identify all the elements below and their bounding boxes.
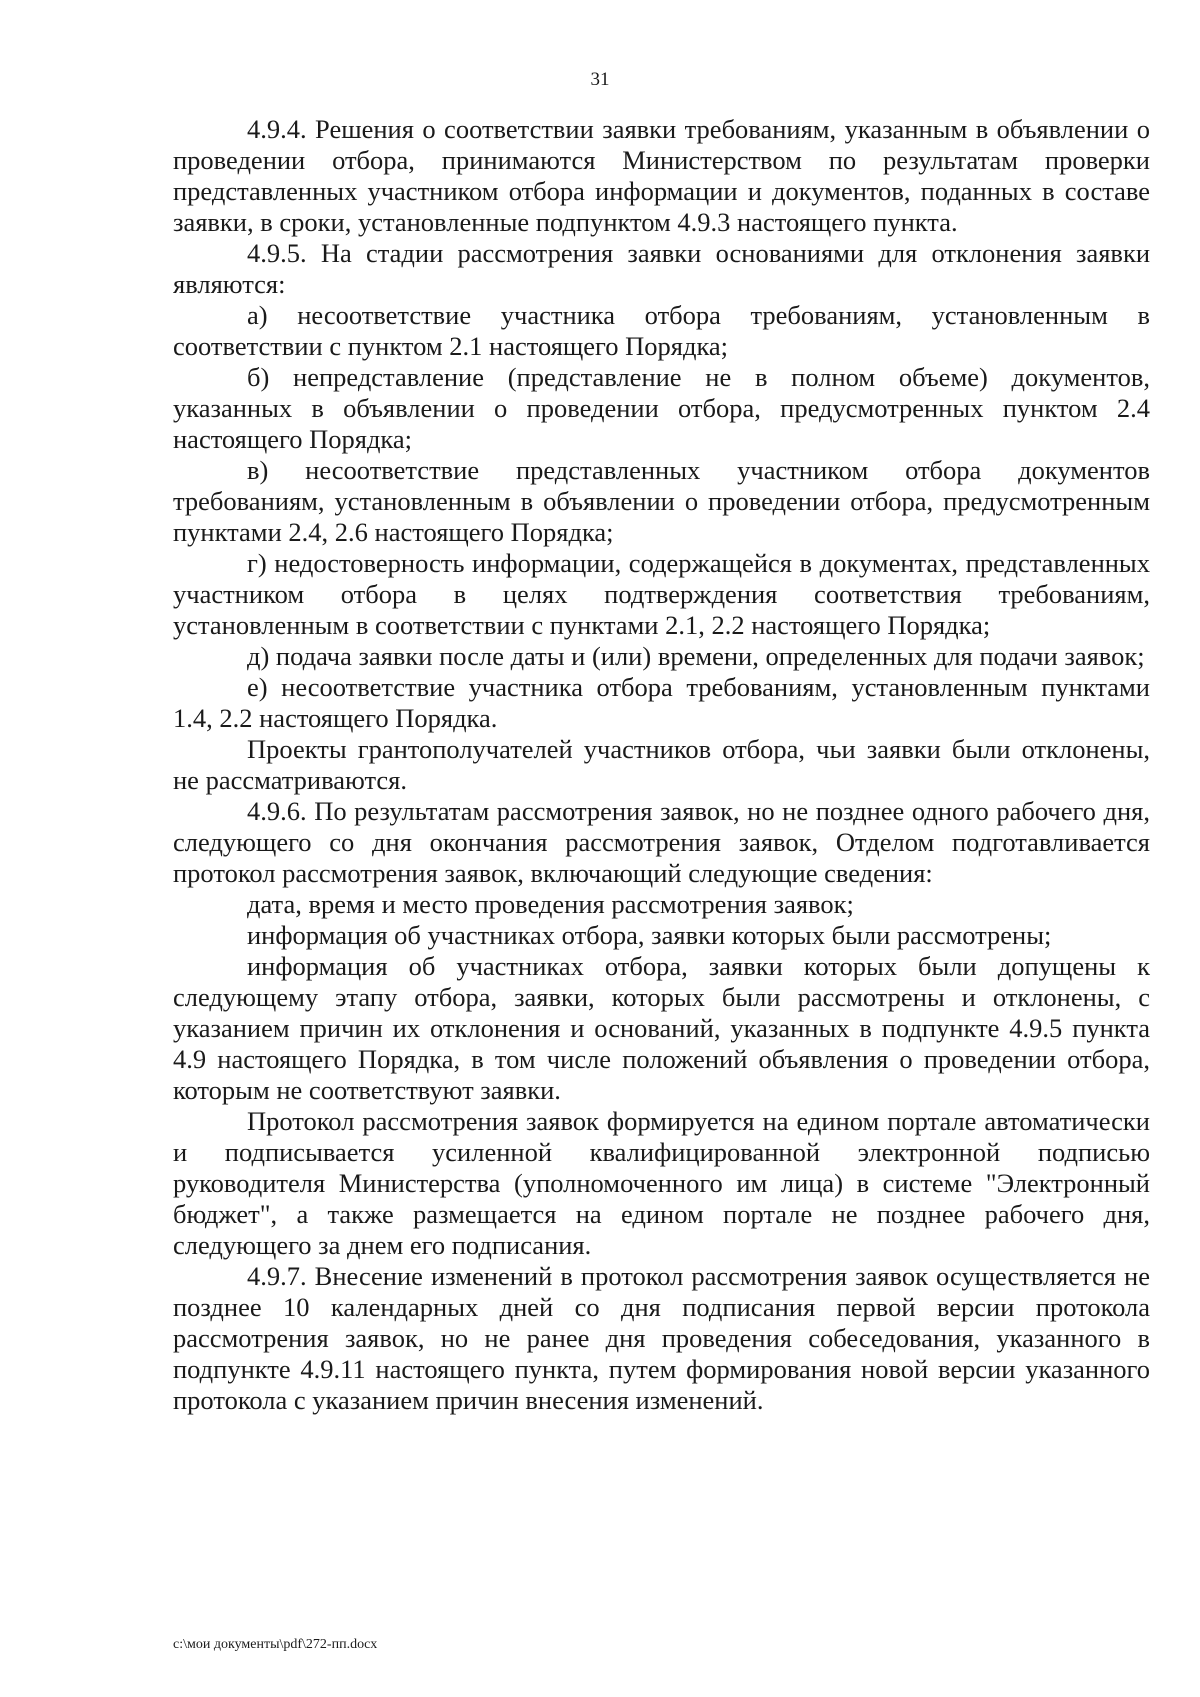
paragraph-4-9-7: 4.9.7. Внесение изменений в протокол рассмотрения заявок осуществляется не позднее 10 календарных дней со дня подписания первой версии протокола рассмотрения заявок, но не ранее дня проведения собеседования, указанного в подпункте 4.9.11 настоящего пункта, путем формирования новой версии указанного протокола с указанием причин внесения изменений. (173, 1261, 1150, 1415)
paragraph-4-9-6: 4.9.6. По результатам рассмотрения заявок, но не позднее одного рабочего дня, следующего со дня окончания рассмотрения заявок, Отделом подготавливается протокол рассмотрения заявок, включающий следующие сведения: (173, 796, 1150, 888)
footer-file-path: c:\мои документы\pdf\272-пп.docx (173, 1637, 378, 1652)
list-item-e: е) несоответствие участника отбора требованиям, установленным пунктами 1.4, 2.2 настоящего Порядка. (173, 672, 1150, 733)
list-item-b: б) непредставление (представление не в полном объеме) документов, указанных в объявлении о проведении отбора, предусмотренных пунктом 2.4 настоящего Порядка; (173, 362, 1150, 454)
protocol-item-admitted-rejected: информация об участниках отбора, заявки которых были допущены к следующему этапу отбора, заявки, которых были рассмотрены и отклонены, с указанием причин их отклонения и оснований, указанных в подпункте 4.9.5 пункта 4.9 настоящего Порядка, в том числе положений объявления о проведении отбора, которым не соответствуют заявки. (173, 951, 1150, 1105)
paragraph-4-9-5: 4.9.5. На стадии рассмотрения заявки основаниями для отклонения заявки являются: (173, 238, 1150, 299)
document-body (173, 114, 1150, 1416)
protocol-item-reviewed: информация об участниках отбора, заявки которых были рассмотрены; (247, 920, 1052, 950)
list-item-v: в) несоответствие представленных участником отбора документов требованиям, установленным в объявлении о проведении отбора, предусмотренным пунктами 2.4, 2.6 настоящего Порядка; (173, 455, 1150, 547)
list-item-d: д) подача заявки после даты и (или) времени, определенных для подачи заявок; (247, 641, 1145, 671)
protocol-item-date: дата, время и место проведения рассмотрения заявок; (247, 889, 854, 919)
paragraph-4-9-4: 4.9.4. Решения о соответствии заявки требованиям, указанным в объявлении о проведении отбора, принимаются Министерством по результатам проверки представленных участником отбора информации и документов, поданных в составе заявки, в сроки, установленные подпунктом 4.9.3 настоящего пункта. (173, 114, 1150, 237)
page-number: 31 (590, 69, 610, 90)
list-item-g: г) недостоверность информации, содержащейся в документах, представленных участником отбора в целях подтверждения соответствия требованиям, установленным в соответствии с пунктами 2.1, 2.2 настоящего Порядка; (173, 548, 1150, 640)
list-item-a: а) несоответствие участника отбора требованиям, установленным в соответствии с пунктом 2.1 настоящего Порядка; (173, 300, 1150, 361)
paragraph-protocol-signing: Протокол рассмотрения заявок формируется на едином портале автоматически и подписывается усиленной квалифицированной электронной подписью руководителя Министерства (уполномоченного им лица) в системе "Электронный бюджет", а также размещается на едином портале не позднее рабочего дня, следующего за днем его подписания. (173, 1106, 1150, 1260)
paragraph-rejected-projects: Проекты грантополучателей участников отбора, чьи заявки были отклонены, не рассматриваются. (173, 734, 1150, 795)
